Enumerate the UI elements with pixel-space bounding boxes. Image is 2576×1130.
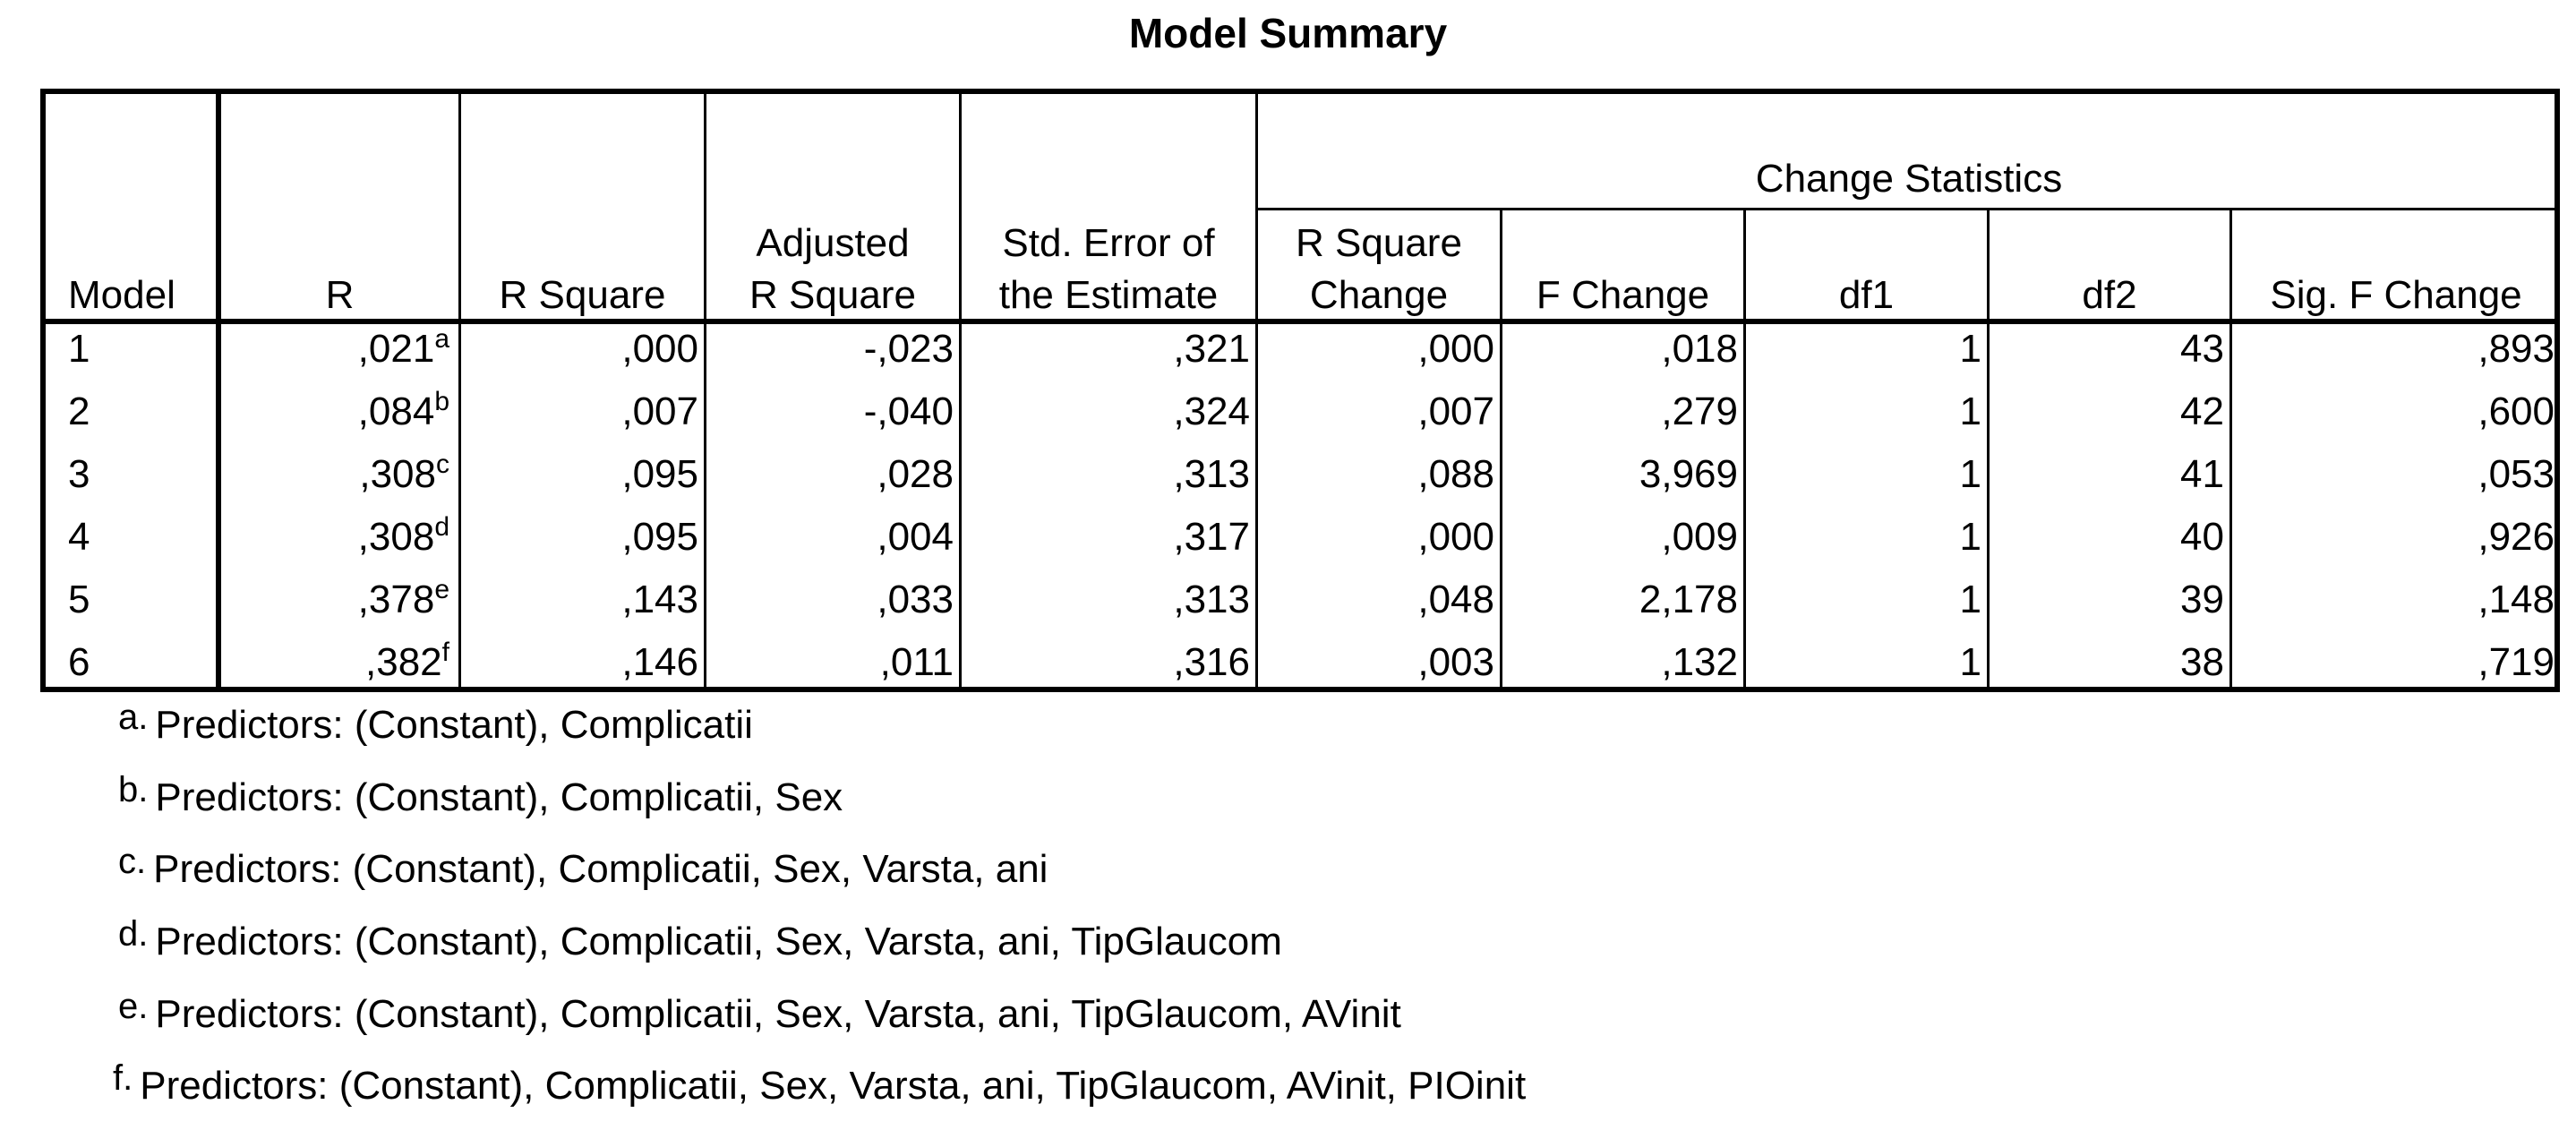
footnote xyxy=(113,1058,1527,1109)
footnote-mark: e. xyxy=(118,987,149,1026)
footnote-text: Predictors: (Constant), Complicatii, Sex, Varsta, ani, TipGlaucom xyxy=(155,920,1282,963)
r-cell: ,308$^c$ xyxy=(359,449,449,496)
model-cell: 5 xyxy=(68,578,90,621)
footnote-marker: f xyxy=(441,638,449,667)
group-header-divider xyxy=(1255,208,2560,210)
std-error-cell: ,316 xyxy=(1173,640,1250,684)
header-std-error-l1: Std. Error of xyxy=(1002,221,1215,265)
df2-cell: 41 xyxy=(2180,452,2224,496)
footnote xyxy=(118,770,843,820)
model-cell: 1 xyxy=(68,327,90,371)
r-cell: ,382$^f$ xyxy=(365,638,449,684)
adjusted-r-square-cell: -,023 xyxy=(863,327,954,371)
change-statistics-header: Change Statistics xyxy=(1755,157,2063,201)
sig-f-change-cell: ,148 xyxy=(2478,578,2555,621)
footnote-marker: a xyxy=(434,324,449,354)
f-change-cell: ,279 xyxy=(1661,390,1738,433)
std-error-cell: ,324 xyxy=(1173,390,1250,433)
footnote-marker: e xyxy=(434,575,449,604)
df2-cell: 39 xyxy=(2180,578,2224,621)
df2-cell: 43 xyxy=(2180,327,2224,371)
header-f-change: F Change xyxy=(1536,273,1710,317)
r-cell: ,021$^a$ xyxy=(357,324,449,371)
std-error-cell: ,313 xyxy=(1173,578,1250,621)
header-model: Model xyxy=(68,273,175,317)
adjusted-r-square-cell: ,033 xyxy=(877,578,954,621)
header-r-square: R Square xyxy=(499,273,666,317)
footnote-text: Predictors: (Constant), Complicatii, Sex, Varsta, ani xyxy=(153,847,1048,891)
f-change-cell: 3,969 xyxy=(1639,452,1738,496)
header-std-error-l2: the Estimate xyxy=(998,273,1219,317)
r-square-cell: ,095 xyxy=(621,452,698,496)
sig-f-change-cell: ,893 xyxy=(2478,327,2555,371)
footnote-mark: f. xyxy=(113,1058,133,1098)
r-square-cell: ,007 xyxy=(621,390,698,433)
sig-f-change-cell: ,053 xyxy=(2478,452,2555,496)
footnote xyxy=(118,914,1282,964)
model-cell: 3 xyxy=(68,452,90,496)
footnote-text: Predictors: (Constant), Complicatii xyxy=(155,703,753,747)
rsq-change-cell: ,000 xyxy=(1417,327,1494,371)
df2-cell: 42 xyxy=(2180,390,2224,433)
footnote-text: Predictors: (Constant), Complicatii, Sex xyxy=(155,775,843,819)
footnote xyxy=(118,987,1401,1037)
sig-f-change-cell: ,926 xyxy=(2478,515,2555,559)
footnote-marker: b xyxy=(434,387,449,416)
adjusted-r-square-cell: ,028 xyxy=(877,452,954,496)
r-square-cell: ,000 xyxy=(621,327,698,371)
rsq-change-cell: ,088 xyxy=(1417,452,1494,496)
header-r: R xyxy=(325,273,355,317)
df1-cell: 1 xyxy=(1959,578,1981,621)
rsq-change-cell: ,048 xyxy=(1417,578,1494,621)
footnote-marker: d xyxy=(434,512,449,542)
sig-f-change-cell: ,719 xyxy=(2478,640,2555,684)
f-change-cell: ,018 xyxy=(1661,327,1738,371)
footnote xyxy=(118,842,1048,892)
footnote-marker: c xyxy=(436,449,449,479)
rsq-change-cell: ,003 xyxy=(1417,640,1494,684)
model-cell: 6 xyxy=(68,640,90,684)
r-cell: ,084$^b$ xyxy=(357,387,449,433)
rsq-change-cell: ,007 xyxy=(1417,390,1494,433)
header-rsq-change-l1: R Square xyxy=(1296,221,1462,265)
footnote-mark: c. xyxy=(118,842,147,881)
r-square-cell: ,095 xyxy=(621,515,698,559)
rsq-change-cell: ,000 xyxy=(1417,515,1494,559)
header-sig-f-change: Sig. F Change xyxy=(2270,273,2522,317)
df2-cell: 38 xyxy=(2180,640,2224,684)
footnote-text: Predictors: (Constant), Complicatii, Sex, Varsta, ani, TipGlaucom, AVinit xyxy=(155,992,1401,1036)
table-title: Model Summary xyxy=(1128,10,1448,56)
r-square-cell: ,143 xyxy=(621,578,698,621)
std-error-cell: ,313 xyxy=(1173,452,1250,496)
f-change-cell: ,132 xyxy=(1661,640,1738,684)
adjusted-r-square-cell: -,040 xyxy=(863,390,954,433)
std-error-cell: ,317 xyxy=(1173,515,1250,559)
df2-cell: 40 xyxy=(2180,515,2224,559)
footnote-mark: a. xyxy=(118,698,149,737)
df1-cell: 1 xyxy=(1959,515,1981,559)
footnote xyxy=(118,698,753,748)
df1-cell: 1 xyxy=(1959,640,1981,684)
model-summary-table xyxy=(40,89,2560,692)
header-adjusted-l1: Adjusted xyxy=(756,221,910,265)
r-square-cell: ,146 xyxy=(621,640,698,684)
df1-cell: 1 xyxy=(1959,390,1981,433)
model-cell: 2 xyxy=(68,390,90,433)
adjusted-r-square-cell: ,004 xyxy=(877,515,954,559)
footnote-mark: b. xyxy=(118,770,149,809)
model-cell: 4 xyxy=(68,515,90,559)
r-cell: ,308$^d$ xyxy=(357,512,449,559)
sig-f-change-cell: ,600 xyxy=(2478,390,2555,433)
f-change-cell: ,009 xyxy=(1661,515,1738,559)
std-error-cell: ,321 xyxy=(1173,327,1250,371)
f-change-cell: 2,178 xyxy=(1639,578,1738,621)
footnote-mark: d. xyxy=(118,914,149,954)
df1-cell: 1 xyxy=(1959,452,1981,496)
header-df1: df1 xyxy=(1838,273,1895,317)
header-rsq-change-l2: Change xyxy=(1309,273,1449,317)
df1-cell: 1 xyxy=(1959,327,1981,371)
adjusted-r-square-cell: ,011 xyxy=(879,640,954,684)
footnote-text: Predictors: (Constant), Complicatii, Sex, Varsta, ani, TipGlaucom, AVinit, PIOinit xyxy=(140,1064,1527,1108)
header-adjusted-l2: R Square xyxy=(749,273,916,317)
header-df2: df2 xyxy=(2082,273,2137,317)
r-cell: ,378e xyxy=(357,575,449,621)
